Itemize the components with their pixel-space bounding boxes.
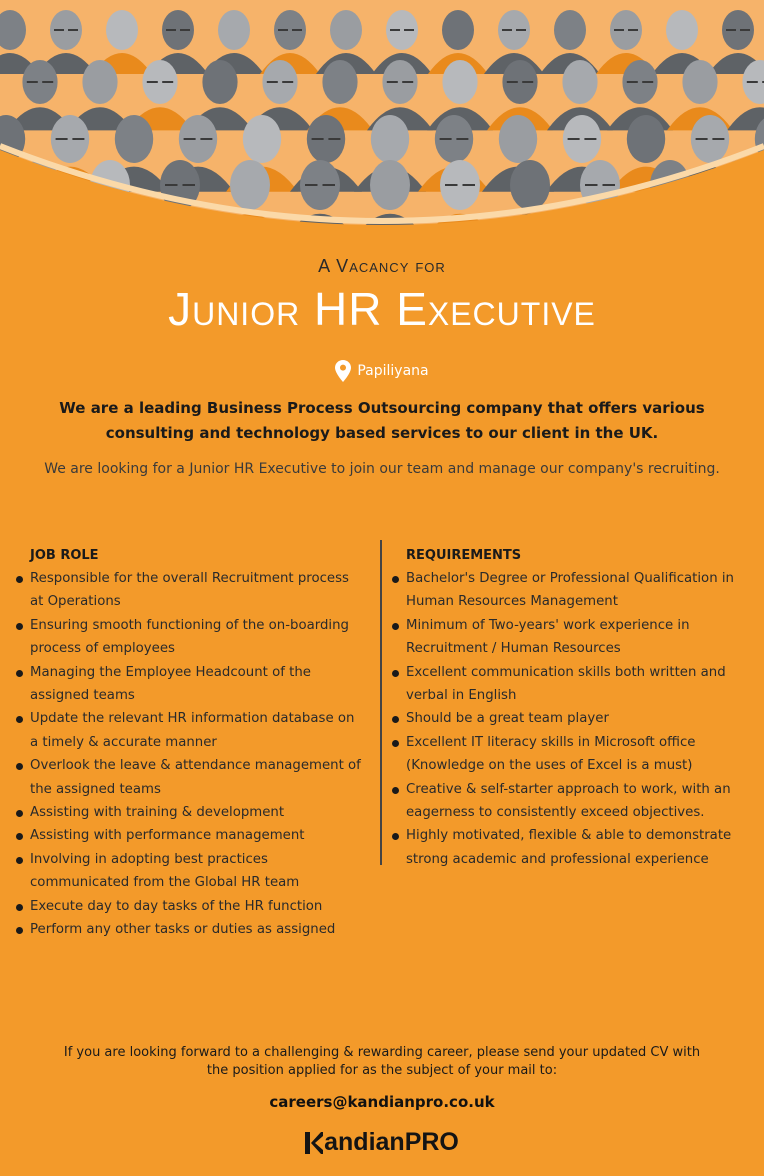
bullet-icon [392,740,399,747]
job-role-heading: JOB ROLE [30,548,99,563]
requirements-heading: REQUIREMENTS [406,548,522,563]
careers-email[interactable]: careers@kandianpro.co.uk [269,1093,495,1111]
job-role-item-text: Ensuring smooth functioning of the on-boarding process of employees [30,617,349,657]
job-role-item-text: Responsible for the overall Recruitment process at Operations [30,571,349,610]
bullet-icon [392,576,399,583]
job-role-item [14,895,364,918]
job-role-item-text: Overlook the leave & attendance management of the assigned teams [30,758,361,797]
bullet-icon [16,857,23,864]
job-role-item [14,567,364,614]
job-role-item [14,661,364,708]
job-role-item [14,614,364,661]
requirements-item-text: Should be a great team player [406,711,609,727]
bullet-icon [392,670,399,677]
requirements-item [390,731,750,778]
requirements-item-text: Creative & self-starter approach to work, with an eagerness to consistently exceed objectives. [406,781,731,821]
person-head [82,60,117,104]
bullet-icon [16,763,23,770]
person-head [554,10,586,50]
person-head [627,115,665,163]
location-label: Papiliyana [357,363,429,379]
requirements-item-text: Excellent IT literacy skills in Microsoft office (Knowledge on the uses of Excel is a must) [406,734,696,774]
requirements-item [390,567,750,614]
brand-logo [0,1128,764,1157]
bullet-icon [16,576,23,583]
requirements-item-text: Excellent communication skills both written and verbal in English [406,664,726,704]
job-role-item-text: Assisting with training & development [30,805,285,821]
crowd-illustration [0,0,764,250]
person-head [322,60,357,104]
person-head [330,10,362,50]
bullet-icon [16,670,23,677]
person-head [106,10,138,50]
person-head [218,10,250,50]
vacancy-kicker: A Vacancy for [318,256,446,276]
bullet-icon [392,787,399,794]
job-role-item-text: Managing the Employee Headcount of the assigned teams [30,664,311,704]
role-intro: We are looking for a Junior HR Executive to join our team and manage our company's recruiting. [44,461,720,477]
job-role-item [14,918,364,941]
person-head [499,115,537,163]
job-role-item-text: Assisting with performance management [30,828,305,844]
requirements-section [390,548,750,871]
person-head [442,60,477,104]
job-role-list [14,567,364,942]
requirements-item [390,707,750,730]
job-role-item-text: Involving in adopting best practices communicated from the Global HR team [30,851,300,891]
job-role-item [14,848,364,895]
requirements-item-text: Bachelor's Degree or Professional Qualification in Human Resources Management [406,571,734,610]
column-divider [380,540,382,865]
requirements-item [390,778,750,825]
person-head [115,115,153,163]
requirements-item [390,614,750,661]
job-role-item-text: Update the relevant HR information database on a timely & accurate manner [30,711,355,750]
bullet-icon [16,810,23,817]
requirements-item [390,824,750,871]
company-intro: We are a leading Business Process Outsourcing company that offers various consulting and technology based services to our client in the UK. [59,399,705,442]
person-head [510,160,550,210]
location [0,360,764,382]
bullet-icon [16,904,23,911]
person-head [370,160,410,210]
person-head [666,10,698,50]
requirements-item [390,661,750,708]
crowd-illustration-graphic [0,0,764,250]
person-head [230,160,270,210]
job-role-section [14,548,364,942]
bullet-icon [16,623,23,630]
kandianpro-logo-k [305,1132,323,1154]
brand-name: andianPRO [324,1128,459,1156]
job-role-item [14,801,364,824]
job-role-item [14,707,364,754]
bullet-icon [16,716,23,723]
person-head [682,60,717,104]
page-title: Junior HR Executive [168,283,596,335]
person-head [562,60,597,104]
bullet-icon [16,833,23,840]
person-head [202,60,237,104]
job-role-item [14,754,364,801]
job-role-item-text: Perform any other tasks or duties as assigned [30,922,336,938]
bullet-icon [392,833,399,840]
job-role-item [14,824,364,847]
bullet-icon [392,716,399,723]
person-head [371,115,409,163]
job-role-item-text: Execute day to day tasks of the HR function [30,898,323,914]
person-head [442,10,474,50]
requirements-list [390,567,750,871]
map-pin-icon [335,360,351,382]
bullet-icon [392,623,399,630]
requirements-item-text: Minimum of Two-years' work experience in Recruitment / Human Resources [406,617,690,657]
bullet-icon [16,927,23,934]
requirements-item-text: Highly motivated, flexible & able to demonstrate strong academic and professional experience [406,828,732,867]
application-instructions: If you are looking forward to a challenging & rewarding career, please send your updated CV with the position applied for as the subject of your mail to: [63,1045,701,1078]
person-head [243,115,281,163]
